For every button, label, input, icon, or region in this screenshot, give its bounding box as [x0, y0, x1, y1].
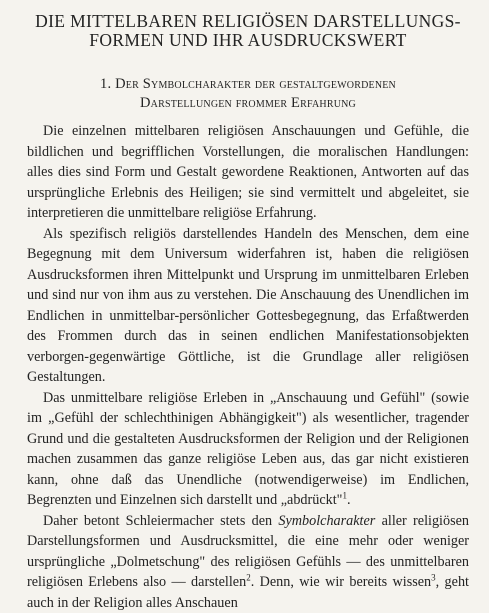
paragraph-4	[27, 511, 469, 613]
section-heading	[27, 75, 469, 113]
chapter-title	[27, 12, 469, 50]
paragraph-4-text-a: Daher betont Schleiermacher stets den	[43, 513, 278, 529]
paragraph-3-text: Das unmittelbare religiöse Erleben in „Anschauung und Gefühl" (sowie im „Gefühl der schlechthinigen Abhängigkeit") als wesentlicher, tragender Grund und die gestalteten Ausdrucksformen der Religion und der Religionen machen zusammen das ganze religiöse Leben aus, das gar nicht existieren kann, ohne daß das Unendliche (notwendigerweise) im Endlichen, Begrenzten und Einzelnen sich darstellt und „abdrückt"	[27, 390, 469, 509]
section-heading-line-2: Darstellungen frommer Erfahrung	[27, 94, 469, 113]
paragraph-4-text-b: aller religiösen Darstellungsformen und Ausdrucksmittel, die eine mehr oder weniger ursprüngliche „Dolmetschung" des religiösen Gefühls — des unmittelbaren religiösen Erlebens also — darstellen	[27, 513, 469, 591]
chapter-title-line-2: FORMEN UND IHR AUSDRUCKSWERT	[27, 31, 469, 50]
footnote-mark-2: 2	[246, 572, 251, 582]
paragraph-4-text-c: . Denn, wie wir bereits wissen	[251, 574, 431, 590]
body-text	[27, 121, 469, 613]
paragraph-4-text-d: , geht auch in der Religion alles Anschauen	[27, 574, 469, 611]
paragraph-3-period: .	[347, 492, 351, 508]
chapter-title-line-1: DIE MITTELBAREN RELIGIÖSEN DARSTELLUNGS-	[27, 12, 469, 31]
paragraph-2: Als spezifisch religiös darstellendes Handeln des Menschen, dem eine Begegnung mit dem Universum widerfahren ist, haben die religiösen Ausdrucksformen ihren Mittelpunkt und Ursprung im unmittelbaren Erleben und sind nur von ihm aus zu verstehen. Die Anschauung des Unendlichen im Endlichen in unmittelbar-persönlicher Gottesbegegnung, das Erfaßtwerden des Frommen durch das in seinen endlichen Manifestationsobjekten verborgen-gegenwärtige Göttliche, ist die Grundlage aller religiösen Gestaltungen.	[27, 224, 469, 388]
paragraph-1: Die einzelnen mittelbaren religiösen Anschauungen und Gefühle, die bildlichen und begrifflichen Vorstellungen, die moralischen Handlungen: alles dies sind Form und Gestalt gewordene Reaktionen, Antworten auf das ursprüngliche Erlebnis des Heiligen; sie sind vermittelt und abgeleitet, sie interpretieren die unmittelbare religiöse Erfahrung.	[27, 121, 469, 224]
footnote-mark-1: 1	[342, 490, 347, 500]
section-heading-line-1: 1. Der Symbolcharakter der gestaltgewordenen	[27, 75, 469, 94]
paragraph-3	[27, 388, 469, 511]
paragraph-4-emphasis: Symbolcharakter	[278, 513, 375, 529]
footnote-mark-3: 3	[431, 572, 436, 582]
